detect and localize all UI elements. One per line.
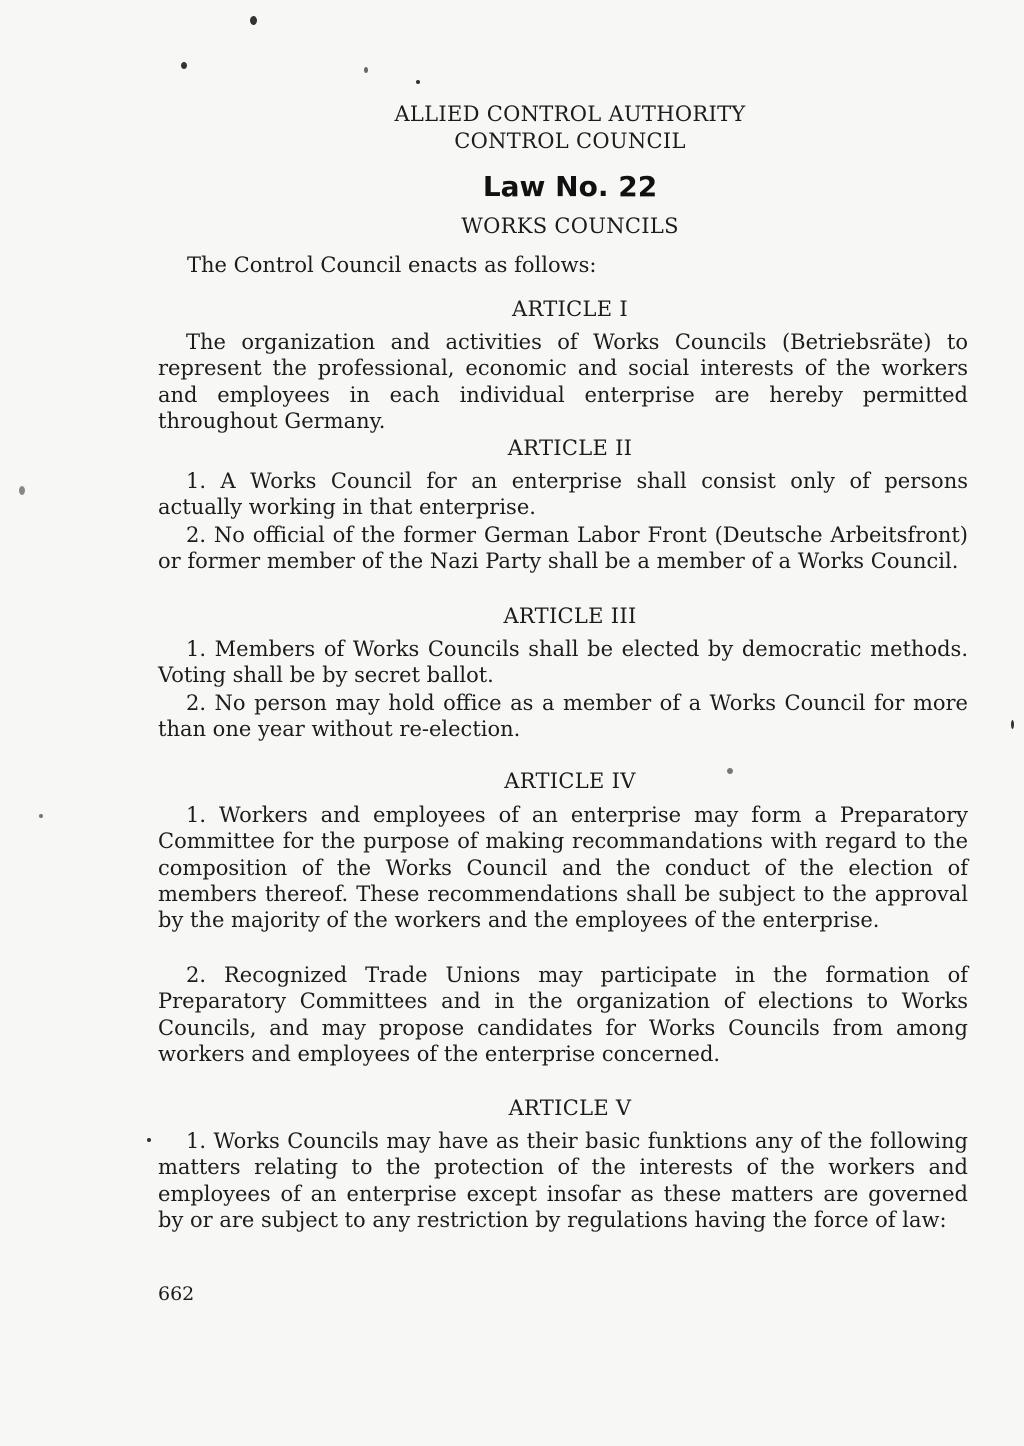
article-5-paragraph-1: 1. Works Councils may have as their basic funktions any of the following matters relating to the protection of the interests of the workers and employees of an enterprise except insofar as these matters are governed by or are subject to any restriction by regulations having the force of law: <box>158 1129 968 1232</box>
page-number: 662 <box>158 1283 195 1305</box>
article-2-paragraph-1: 1. A Works Council for an enterprise shall consist only of persons actually working in that enterprise. <box>158 469 968 520</box>
law-title: Law No. 22 <box>482 170 658 203</box>
article-4-paragraph-1: 1. Workers and employees of an enterprise may form a Preparatory Committee for the purpose of making recommandations with regard to the composition of the Works Council and the conduct of the election of members thereof. These recommendations shall be subject to the approval by the majority of the workers and the employees of the enterprise. <box>158 803 968 933</box>
article-3-paragraph-2: 2. No person may hold office as a member of a Works Council for more than one year without re-election. <box>158 691 968 742</box>
scan-speck <box>147 1138 151 1142</box>
article-1-paragraph-1: The organization and activities of Works Councils (Betriebsräte) to represent the professional, economic and social interests of the workers and employees in each individual enterprise are hereby permitted throughout Germany. <box>158 330 968 433</box>
article-4-paragraph-2: 2. Recognized Trade Unions may participate in the formation of Preparatory Committees and in the organization of elections to Works Councils, and may propose candidates for Works Councils from among workers and employees of the enterprise concerned. <box>158 963 968 1066</box>
article-4-heading: ARTICLE IV <box>504 769 636 793</box>
scan-speck <box>250 16 257 25</box>
scan-speck <box>364 67 368 73</box>
law-subtitle: WORKS COUNCILS <box>461 214 679 238</box>
article-5-heading: ARTICLE V <box>508 1096 632 1120</box>
council-heading: CONTROL COUNCIL <box>454 129 686 153</box>
article-2-heading: ARTICLE II <box>507 436 633 460</box>
enacting-clause: The Control Council enacts as follows: <box>187 253 597 277</box>
scan-speck <box>39 814 43 818</box>
scan-speck <box>1011 720 1014 729</box>
scan-speck <box>181 62 187 69</box>
article-1-heading: ARTICLE I <box>512 297 628 321</box>
scan-speck <box>416 80 420 84</box>
article-3-heading: ARTICLE III <box>503 604 637 628</box>
scan-speck <box>19 486 25 495</box>
article-3-paragraph-1: 1. Members of Works Councils shall be elected by democratic methods. Voting shall be by secret ballot. <box>158 637 968 688</box>
authority-heading: ALLIED CONTROL AUTHORITY <box>394 102 746 126</box>
article-2-paragraph-2: 2. No official of the former German Labor Front (Deutsche Arbeitsfront) or former member of the Nazi Party shall be a member of a Works Council. <box>158 523 968 574</box>
